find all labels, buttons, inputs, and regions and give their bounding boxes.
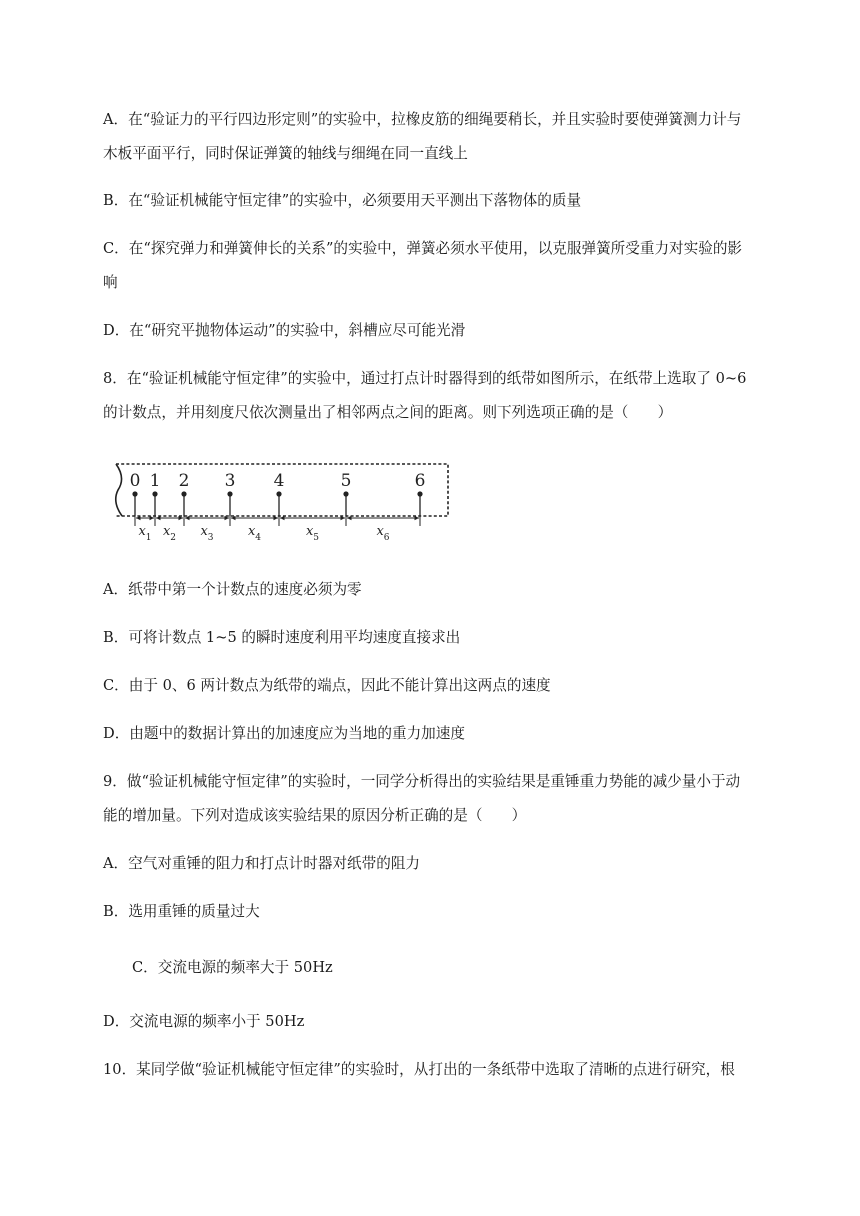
q8-option-a: A．纸带中第一个计数点的速度必须为零	[103, 581, 362, 598]
q7-option-a-line1: A．在“验证力的平行四边形定则”的实验中，拉橡皮筋的细绳要稍长，并且实验时要使弹簧测力计与	[103, 111, 742, 128]
q7-option-c-line2: 响	[103, 274, 118, 291]
point-label-2: 2	[178, 471, 190, 491]
q7-option-c-line1: C．在“探究弹力和弹簧伸长的关系”的实验中，弹簧必须水平使用，以克服弹簧所受重力对实验的影	[103, 240, 743, 257]
q7-option-b: B．在“验证机械能守恒定律”的实验中，必须要用天平测出下落物体的质量	[103, 192, 582, 209]
q9-option-d: D．交流电源的频率小于 50Hz	[103, 1013, 305, 1030]
q9-option-c: C．交流电源的频率大于 50Hz	[132, 959, 333, 976]
point-dot-4	[276, 491, 281, 496]
segment-label-x6: $x_6$	[376, 524, 390, 543]
point-dot-0	[132, 491, 137, 496]
q8-stem-line1: 8．在“验证机械能守恒定律”的实验中，通过打点计时器得到的纸带如图所示，在纸带上选取了 0~6	[103, 370, 747, 387]
point-label-3: 3	[224, 471, 236, 491]
q10-stem-line1: 10．某同学做“验证机械能守恒定律”的实验时，从打出的一条纸带中选取了清晰的点进行研究，根	[103, 1061, 735, 1078]
point-dot-6	[417, 491, 422, 496]
point-label-5: 5	[340, 471, 352, 491]
point-dot-1	[152, 491, 157, 496]
q7-option-d: D．在“研究平抛物体运动”的实验中，斜槽应尽可能光滑	[103, 322, 466, 339]
point-label-0: 0	[129, 471, 141, 491]
q8-option-d: D．由题中的数据计算出的加速度应为当地的重力加速度	[103, 725, 465, 742]
point-dot-2	[181, 491, 186, 496]
q7-option-a-line2: 木板平面平行，同时保证弹簧的轴线与细绳在同一直线上	[103, 145, 468, 162]
point-dot-3	[227, 491, 232, 496]
q8-option-c: C．由于 0、6 两计数点为纸带的端点，因此不能计算出这两点的速度	[103, 677, 551, 694]
q8-option-b: B．可将计数点 1~5 的瞬时速度利用平均速度直接求出	[103, 629, 461, 646]
segment-label-x1: $x_1$	[138, 524, 152, 543]
point-dot-5	[343, 491, 348, 496]
q9-stem-line2: 能的增加量。下列对造成该实验结果的原因分析正确的是（ ）	[103, 807, 527, 824]
q9-option-a: A．空气对重锤的阻力和打点计时器对纸带的阻力	[103, 855, 421, 872]
paper-tape-figure	[108, 458, 453, 550]
q9-option-b: B．选用重锤的质量过大	[103, 903, 260, 920]
segment-label-x4: $x_4$	[247, 524, 262, 543]
point-label-6: 6	[414, 471, 426, 491]
point-label-1: 1	[149, 471, 161, 491]
q8-stem-line2: 的计数点，并用刻度尺依次测量出了相邻两点之间的距离。则下列选项正确的是（ ）	[103, 404, 673, 421]
segment-label-x3: $x_3$	[200, 524, 214, 543]
segment-label-x5: $x_5$	[305, 524, 320, 543]
point-label-4: 4	[273, 471, 285, 491]
segment-label-x2: $x_2$	[162, 524, 177, 543]
q9-stem-line1: 9．做“验证机械能守恒定律”的实验时，一同学分析得出的实验结果是重锤重力势能的减少量小于动	[103, 773, 741, 790]
